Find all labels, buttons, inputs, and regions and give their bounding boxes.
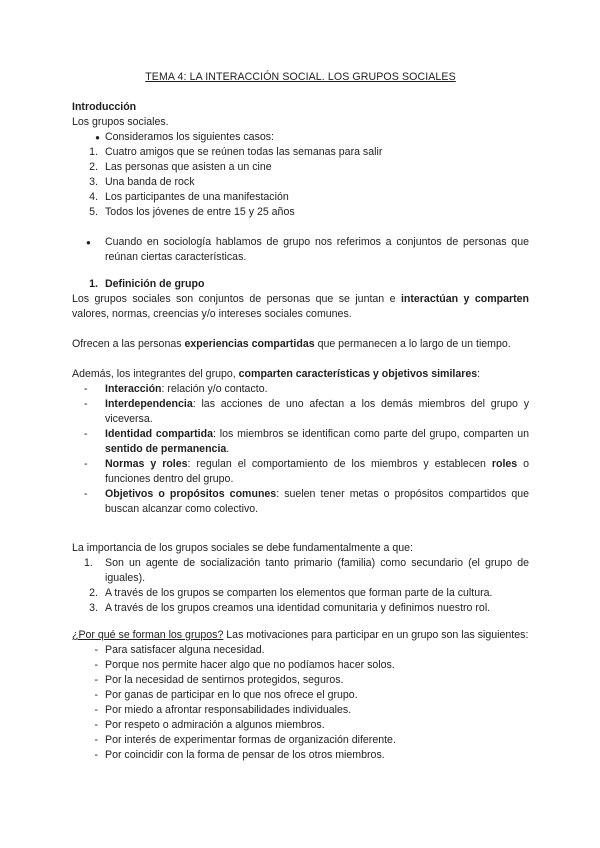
bold-run: experiencias compartidas [184,338,315,350]
characteristics-paragraph [72,367,529,382]
trait-term: roles [491,458,518,470]
dash-marker: - [94,644,98,656]
definition-paragraph [72,292,529,322]
case-text: Las personas que asisten a un cine [105,161,272,173]
dash-marker: - [94,689,98,701]
trait-desc: : las acciones de uno afectan a los demás miembros del grupo y viceversa. [105,398,529,425]
importance-text: Son un agente de socialización tanto primario (familia) como secundario (el grupo de iguales). [105,557,529,584]
text-run: Los grupos sociales son conjuntos de personas que se juntan e [72,293,401,305]
dash-marker: - [94,704,98,716]
trait-desc: . [226,443,230,455]
case-text: Una banda de rock [105,176,195,188]
text-run: Ofrecen a las personas [72,338,185,350]
list-number: 1. [84,557,93,569]
dash-marker: - [94,674,98,686]
list-item [72,601,529,616]
list-item [72,175,529,190]
list-number: 1. [89,146,98,158]
why-question: ¿Por qué se forman los grupos? [72,629,224,641]
intro-section [72,100,529,265]
reason-text: Por miedo a afrontar responsabilidades individuales. [105,704,352,716]
importance-section [72,541,529,616]
bold-run: comparten características y objetivos similares [238,368,478,380]
list-item [72,427,529,457]
trait-text [105,457,529,487]
intro-bullet-2 [72,235,529,265]
importance-intro: La importancia de los grupos sociales se debe fundamentalmente a que: [72,542,413,554]
importance-text: A través de los grupos creamos una identidad comunitaria y definimos nuestro rol. [105,602,491,614]
intro-subheading: Los grupos sociales. [72,116,169,128]
dash-marker: - [94,734,98,746]
list-item [72,718,529,733]
trait-text [105,382,529,397]
list-item [72,487,529,517]
list-item [72,160,529,175]
trait-text [105,487,529,517]
trait-term: Interdependencia [105,398,193,410]
dash-marker: - [84,458,88,470]
text-run: que permanecen a lo largo de un tiempo. [314,338,511,350]
section-1-title: Definición de grupo [105,278,205,290]
list-item [72,748,529,763]
reason-text: Por ganas de participar en lo que nos ofrece el grupo. [105,689,358,701]
bold-run: interactúan y comparten [400,293,529,305]
importance-text: A través de los grupos se comparten los elementos que forman parte de la cultura. [105,587,493,599]
text-run: Además, los integrantes del grupo, [72,368,239,380]
case-text: Todos los jóvenes de entre 15 y 25 años [105,206,295,218]
trait-text [105,397,529,427]
list-item [72,397,529,427]
list-item [72,556,529,586]
trait-term: Objetivos o propósitos comunes [105,488,277,500]
trait-desc: : suelen tener metas o propósitos compartidos que buscan alcanzar como colectivo. [105,488,529,515]
list-item [72,382,529,397]
section-1-heading [72,277,529,292]
text-run: valores, normas, creencias y/o intereses sociales comunes. [72,308,352,320]
why-paragraph [72,628,529,643]
trait-term: Identidad compartida [105,428,213,440]
dash-marker: - [84,398,88,410]
trait-desc: : los miembros se identifican como parte del grupo, comparten un [213,428,529,440]
reason-text: Para satisfacer alguna necesidad. [105,644,265,656]
list-item [72,145,529,160]
case-text: Los participantes de una manifestación [105,191,289,203]
why-section [72,628,529,763]
list-item [72,658,529,673]
list-item [72,190,529,205]
text-run: : [477,368,481,380]
text-run: Las motivaciones para participar en un grupo son las siguientes: [223,629,529,641]
trait-text [105,427,529,457]
trait-term: Interacción [105,383,162,395]
intro-bullet-2-text: Cuando en sociología hablamos de grupo nos referimos a conjuntos de personas que reúnan ciertas características. [105,236,529,263]
dash-marker: - [94,719,98,731]
trait-term: Normas y roles [105,458,188,470]
bullet-marker: ● [86,238,91,247]
dash-marker: - [84,383,88,395]
trait-term: sentido de permanencia [105,443,227,455]
intro-bullet-1-text: Consideramos los siguientes casos: [105,131,274,143]
list-number: 2. [89,161,98,173]
list-number: 4. [89,191,98,203]
list-item [72,457,529,487]
list-number: 5. [89,206,98,218]
intro-bullet-1 [72,130,529,145]
dash-marker: - [94,749,98,761]
trait-desc: o funciones dentro del grupo. [105,458,530,485]
list-item [72,688,529,703]
section-number: 1. [89,278,98,290]
list-item [72,586,529,601]
list-item [72,703,529,718]
list-item [72,205,529,220]
list-item [72,643,529,658]
dash-marker: - [84,428,88,440]
dash-marker: - [94,659,98,671]
trait-desc: : regulan el comportamiento de los miembros y establecen [187,458,492,470]
case-text: Cuatro amigos que se reúnen todas las semanas para salir [105,146,383,158]
section-1 [72,277,529,517]
dash-marker: - [84,488,88,500]
reason-text: Por respeto o admiración a algunos miembros. [105,719,325,731]
experiences-paragraph [72,337,529,352]
intro-heading: Introducción [72,101,137,113]
list-number: 3. [89,602,98,614]
trait-desc: : relación y/o contacto. [161,383,268,395]
list-item [72,733,529,748]
reason-text: Por interés de experimentar formas de organización diferente. [105,734,396,746]
bullet-marker: ● [95,133,100,142]
reason-text: Porque nos permite hacer algo que no podíamos hacer solos. [105,659,395,671]
reason-text: Por la necesidad de sentirnos protegidos, seguros. [105,674,344,686]
list-number: 2. [89,587,98,599]
reason-text: Por coincidir con la forma de pensar de los otros miembros. [105,749,385,761]
list-number: 3. [89,176,98,188]
page-title: TEMA 4: LA INTERACCIÓN SOCIAL. LOS GRUPOS SOCIALES [145,71,456,83]
list-item [72,673,529,688]
